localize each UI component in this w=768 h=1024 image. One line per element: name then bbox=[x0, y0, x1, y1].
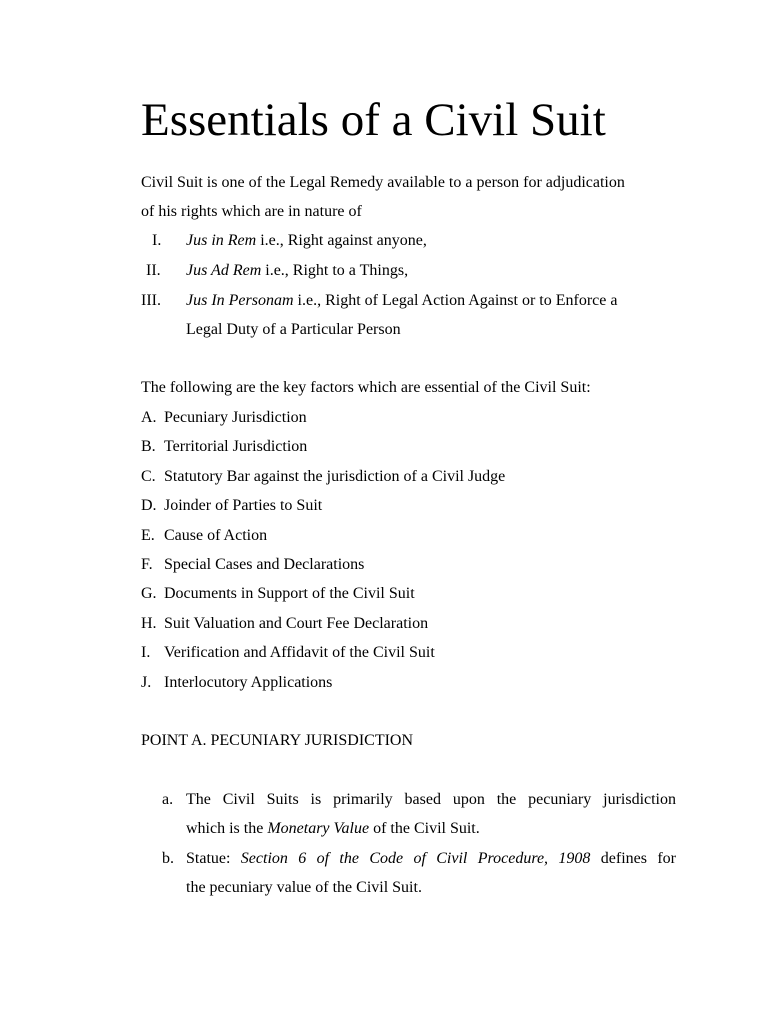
right-term: Jus in Rem bbox=[186, 232, 257, 249]
point-line: The Civil Suits is primarily based upon the pecuniary jurisdiction bbox=[186, 791, 676, 808]
factor-letter: I. bbox=[141, 644, 151, 661]
factors-intro: The following are the key factors which are essential of the Civil Suit: bbox=[141, 379, 591, 396]
section-heading: POINT A. PECUNIARY JURISDICTION bbox=[141, 732, 414, 749]
point-term: Monetary Value bbox=[267, 820, 370, 837]
factor-label: Statutory Bar against the jurisdiction of a Civil Judge bbox=[164, 468, 506, 485]
factor-label: Verification and Affidavit of the Civil Suit bbox=[164, 644, 435, 661]
factor-letter: F. bbox=[141, 556, 153, 573]
factor-letter: H. bbox=[141, 615, 157, 632]
factor-letter: J. bbox=[141, 674, 152, 691]
right-desc: i.e., Right of Legal Action Against or to Enforce a bbox=[293, 292, 618, 309]
point-letter: a. bbox=[162, 791, 174, 808]
point-line bbox=[186, 819, 480, 839]
point-text: which is the bbox=[186, 820, 268, 837]
point-text: Statue: bbox=[186, 850, 241, 867]
right-term: Jus Ad Rem bbox=[186, 262, 262, 279]
right-desc: i.e., Right against anyone, bbox=[256, 232, 427, 249]
right-item bbox=[186, 231, 427, 251]
point-letter: b. bbox=[162, 850, 174, 867]
point-line: the pecuniary value of the Civil Suit. bbox=[186, 879, 422, 896]
right-item-continuation: Legal Duty of a Particular Person bbox=[186, 321, 401, 338]
point-term: Section 6 of the Code of Civil Procedure, 1908 bbox=[240, 850, 591, 867]
right-item bbox=[186, 261, 408, 281]
intro-line-1: Civil Suit is one of the Legal Remedy available to a person for adjudication bbox=[141, 174, 625, 191]
point-line bbox=[186, 849, 676, 869]
right-term: Jus In Personam bbox=[186, 292, 294, 309]
factor-label: Joinder of Parties to Suit bbox=[164, 497, 323, 514]
document-title: Essentials of a Civil Suit bbox=[141, 94, 606, 146]
factor-letter: D. bbox=[141, 497, 157, 514]
factor-label: Interlocutory Applications bbox=[164, 674, 333, 691]
factor-letter: C. bbox=[141, 468, 156, 485]
factor-letter: G. bbox=[141, 585, 157, 602]
factor-letter: A. bbox=[141, 409, 157, 426]
factor-label: Special Cases and Declarations bbox=[164, 556, 365, 573]
factor-label: Documents in Support of the Civil Suit bbox=[164, 585, 415, 602]
right-desc: i.e., Right to a Things, bbox=[261, 262, 409, 279]
factor-label: Pecuniary Jurisdiction bbox=[164, 409, 307, 426]
point-text: of the Civil Suit. bbox=[369, 820, 480, 837]
factor-letter: E. bbox=[141, 527, 155, 544]
right-number: I. bbox=[152, 232, 162, 249]
right-number: III. bbox=[141, 292, 161, 309]
right-item bbox=[186, 291, 617, 311]
factor-label: Territorial Jurisdiction bbox=[164, 438, 308, 455]
right-number: II. bbox=[146, 262, 161, 279]
factor-label: Suit Valuation and Court Fee Declaration bbox=[164, 615, 429, 632]
factor-letter: B. bbox=[141, 438, 156, 455]
factor-label: Cause of Action bbox=[164, 527, 268, 544]
point-text: defines for bbox=[590, 850, 676, 867]
intro-line-2: of his rights which are in nature of bbox=[141, 203, 362, 220]
